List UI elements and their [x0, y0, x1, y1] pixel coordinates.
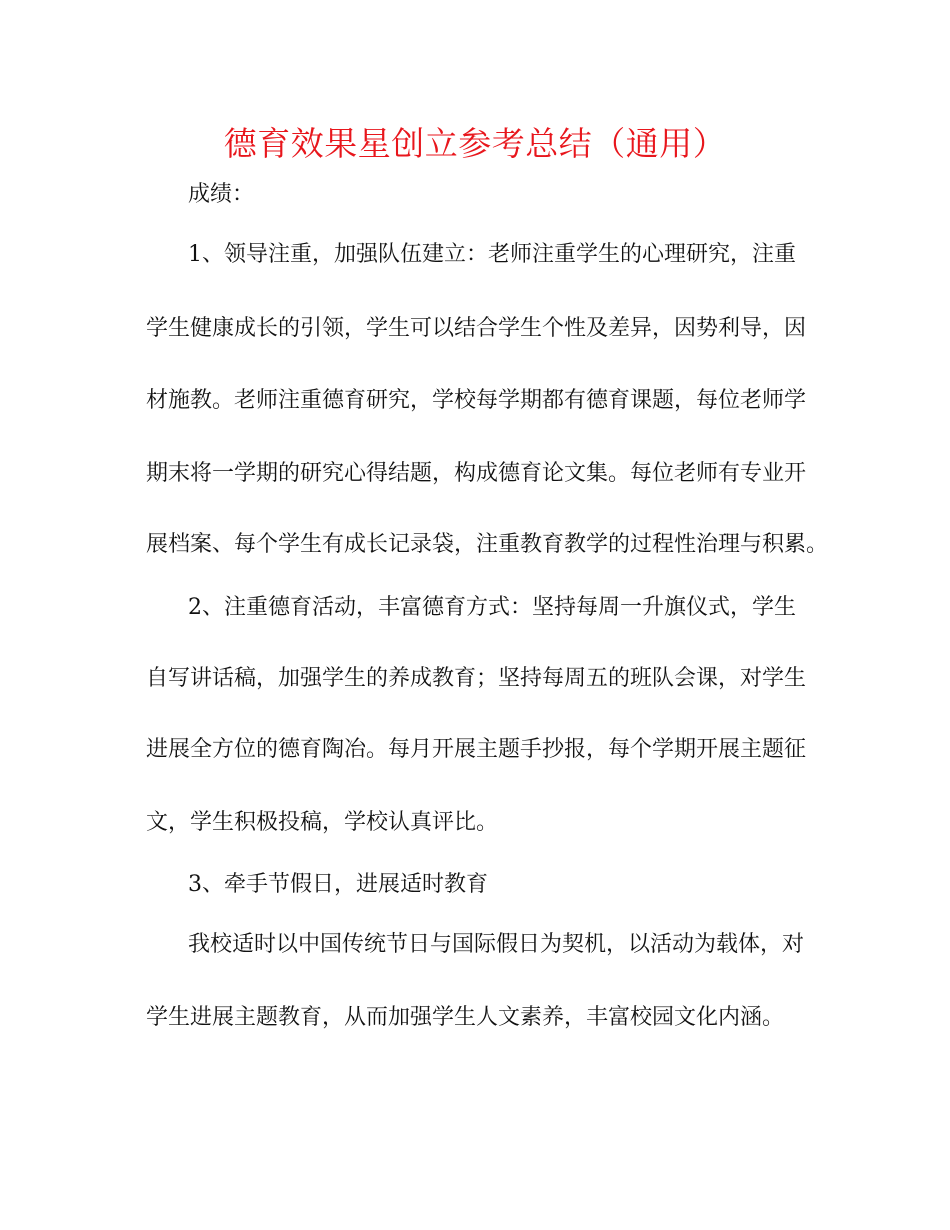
paragraph-4-line-2: 学生进展主题教育，从而加强学生人文素养，丰富校园文化内涵。: [146, 1005, 785, 1030]
paragraph-4-line-1: 我校适时以中国传统节日与国际假日为契机，以活动为载体，对: [188, 932, 805, 957]
document-title: 德育效果星创立参考总结（通用）: [223, 124, 727, 163]
paragraph-1-line-4: 期末将一学期的研究心得结题，构成德育论文集。每位老师有专业开: [146, 461, 807, 486]
section-heading-achievements: 成绩：: [188, 182, 255, 207]
paragraph-1-line-2: 学生健康成长的引领，学生可以结合学生个性及差异，因势利导，因: [146, 316, 807, 341]
paragraph-1-line-3: 材施教。老师注重德育研究，学校每学期都有德育课题，每位老师学: [146, 388, 807, 413]
paragraph-2-line-4: 文，学生积极投稿，学校认真评比。: [146, 810, 499, 835]
paragraph-2-line-3: 进展全方位的德育陶冶。每月开展主题手抄报，每个学期开展主题征: [146, 737, 807, 762]
paragraph-1-line-5: 展档案、每个学生有成长记录袋，注重教育教学的过程性治理与积累。: [146, 532, 829, 557]
paragraph-2-line-1: 2、注重德育活动，丰富德育方式：坚持每周一升旗仪式，学生: [188, 595, 796, 620]
paragraph-3-heading: 3、牵手节假日，进展适时教育: [188, 872, 488, 897]
paragraph-2-line-2: 自写讲话稿，加强学生的养成教育；坚持每周五的班队会课，对学生: [146, 666, 807, 691]
paragraph-1-line-1: 1、领导注重，加强队伍建立：老师注重学生的心理研究，注重: [188, 242, 796, 267]
